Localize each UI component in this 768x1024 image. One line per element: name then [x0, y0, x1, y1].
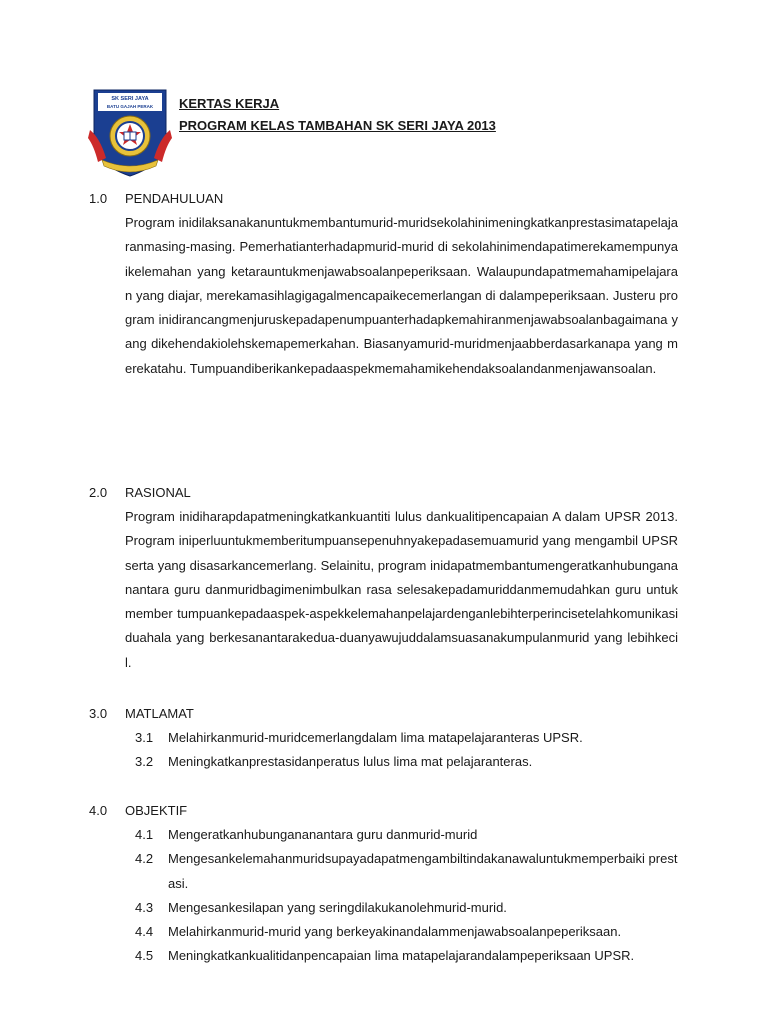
school-logo	[88, 86, 172, 178]
list-item-number: 4.1	[135, 827, 154, 842]
section-title: RASIONAL	[125, 485, 191, 500]
section-heading	[89, 187, 689, 211]
section-matlamat	[89, 702, 689, 775]
document-subtitle: PROGRAM KELAS TAMBAHAN SK SERI JAYA 2013	[179, 118, 496, 133]
document-title: KERTAS KERJA	[179, 96, 280, 111]
section-number: 3.0	[89, 706, 108, 721]
document-header	[179, 93, 496, 137]
section-number: 1.0	[89, 191, 108, 206]
list-item-text: Melahirkanmurid-muridcemerlangdalam lima matapelajaranteras UPSR.	[168, 730, 583, 745]
list-item-text: Mengesankesilapan yang seringdilakukanolehmurid-murid.	[168, 899, 507, 915]
list-item-number: 3.2	[135, 754, 154, 770]
logo-text-bottom: BATU GAJAH PERAK	[106, 104, 154, 109]
list-item	[89, 726, 689, 750]
list-item-number: 3.1	[135, 730, 154, 745]
section-number: 4.0	[89, 803, 108, 818]
list-item-text: Mengeratkanhubungananantara guru danmurid-murid	[168, 827, 478, 842]
section-heading	[89, 702, 689, 726]
section-objektif	[89, 799, 689, 969]
section-title: MATLAMAT	[125, 706, 194, 721]
section-title: OBJEKTIF	[125, 803, 188, 818]
list-item-text: Mengesankelemahanmuridsupayadapatmengambiltindakanawaluntukmemperbaiki prestasi.	[168, 851, 678, 891]
objektif-list	[89, 823, 689, 969]
list-item	[89, 750, 689, 774]
list-item-number: 4.2	[135, 851, 154, 867]
list-item-number: 4.5	[135, 948, 154, 964]
school-crest-icon	[88, 86, 172, 178]
section-paragraph: Program inidilaksanakanuntukmembantumurid-muridsekolahinimeningkatkanprestasimatapelajaranmasing-masing. Pemerhatianterhadapmurid-murid di sekolahinimendapatimerekamempunyaikelemahan yang ketarauntukmenjawabsoalanpeperiksaan. Walaupundapatmemahamipelajaran yang diajar, merekamasihlagigagalmencapaikecemerlangan di dalampeperiksaan. Justeru program inidirancangmenjuruskepadapenumpuanterhadapkemahiranmenjawabsoalanbagaimana yang dikehendakiolehskemapemerkahan. Biasanyamurid-muridmenjaabberdasarkanapa yang merekatahu. Tumpuandiberikankepadaaspekmemahamikehendaksoalandanmenjawansoalan.	[125, 215, 678, 376]
list-item-text: Meningkatkanprestasidanperatus lulus lima mat pelajaranteras.	[168, 754, 533, 770]
list-item-number: 4.3	[135, 899, 154, 915]
section-paragraph: Program inidiharapdapatmeningkatkankuantiti lulus dankualitipencapaian A dalam UPSR 2013. Program iniperluuntukmemberitumpuansepenuhnyakepadasemuamurid yang mengambil UPSR serta yang disasarkancemerlang. Selainitu, program inidapatmembantumengeratkanhubungananantara guru danmuridbagimenimbulkan rasa selesakepadamuriddanmemudahkan guru untuk member tumpuankepadaaspek-aspekkelemahanpelajardenganlebihterperincisetelahkomunikasiduahala yang berkesanantarakedua-duanyawujuddalamsuasanakumpulanmurid yang lebihkecil.	[125, 509, 678, 670]
list-item	[89, 944, 689, 968]
list-item	[89, 896, 689, 920]
section-number: 2.0	[89, 485, 108, 500]
list-item	[89, 920, 689, 944]
section-heading	[89, 481, 689, 505]
logo-text-top: SK SERI JAYA	[111, 96, 149, 102]
section-pendahuluan	[89, 187, 689, 381]
matlamat-list	[89, 726, 689, 775]
section-rasional	[89, 481, 689, 675]
list-item	[89, 823, 689, 847]
section-title: PENDAHULUAN	[125, 191, 224, 206]
list-item	[89, 847, 689, 896]
list-item-text: Meningkatkankualitidanpencapaian lima matapelajarandalampeperiksaan UPSR.	[168, 948, 635, 964]
section-heading	[89, 799, 689, 823]
list-item-number: 4.4	[135, 924, 154, 940]
list-item-text: Melahirkanmurid-murid yang berkeyakinandalammenjawabsoalanpeperiksaan.	[168, 924, 622, 940]
